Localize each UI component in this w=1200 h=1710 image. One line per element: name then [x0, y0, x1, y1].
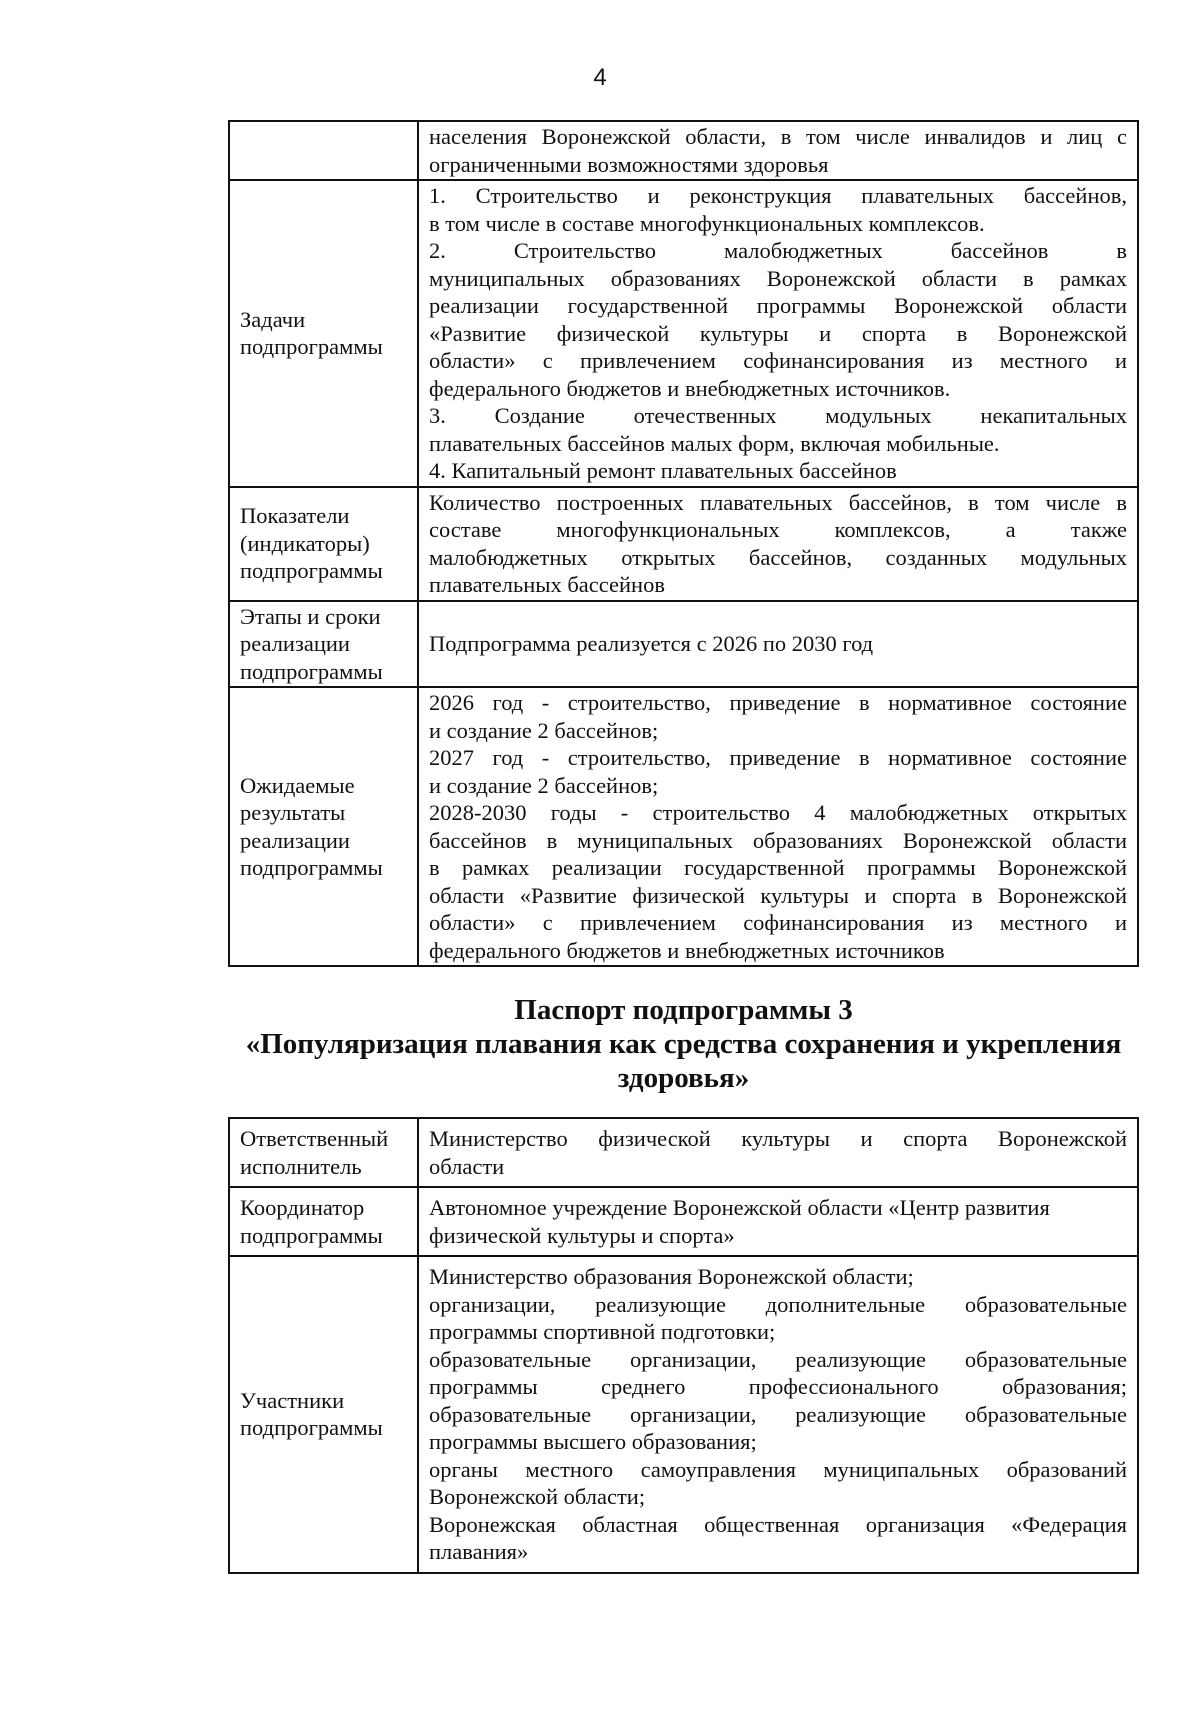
- text-line: Министерство физической культуры и спорта Воронежской: [429, 1126, 1127, 1151]
- text-line: 3. Создание отечественных модульных некапитальных: [429, 403, 1127, 428]
- text-line: плавательных бассейнов малых форм, включая мобильные.: [429, 430, 1000, 456]
- text-line: физической культуры и спорта»: [429, 1222, 735, 1248]
- text-line: области «Развитие физической культуры и спорта в Воронежской: [429, 882, 1127, 908]
- text-line: организации, реализующие дополнительные образовательные: [429, 1291, 1127, 1317]
- row-value: [418, 487, 1138, 601]
- row-value: [418, 687, 1138, 966]
- row-value: [418, 601, 1138, 688]
- text-line: 4. Капитальный ремонт плавательных бассейнов: [429, 458, 897, 483]
- row-label: Показатели (индикаторы) подпрограммы: [229, 487, 418, 601]
- row-label: [229, 121, 418, 180]
- text-line: плавательных бассейнов: [429, 572, 665, 597]
- text-line: органы местного самоуправления муниципальных образований: [429, 1456, 1127, 1482]
- subprogram-3-heading: [228, 993, 1139, 1095]
- text-line: Воронежская областная общественная организация «Федерация: [429, 1511, 1127, 1537]
- text-line: «Развитие физической культуры и спорта в Воронежской: [429, 320, 1127, 346]
- row-value: [418, 180, 1138, 487]
- text-line: 2028-2030 годы - строительство 4 малобюджетных открытых: [429, 800, 1127, 825]
- text-line: плавания»: [429, 1539, 529, 1564]
- table-row: [229, 1118, 1138, 1187]
- text-line: 2026 год - строительство, приведение в нормативное состояние: [429, 690, 1127, 715]
- text-line: бассейнов в муниципальных образованиях Воронежской области: [429, 827, 1127, 853]
- text-line: в том числе в составе многофункциональных комплексов.: [429, 210, 985, 236]
- heading-line: «Популяризация плавания как средства сохранения и укрепления: [245, 1028, 1122, 1060]
- row-label: Ожидаемые результаты реализации подпрограммы: [229, 687, 418, 966]
- text-line: и создание 2 бассейнов;: [429, 772, 659, 798]
- passport-table-subprogram-3: [228, 1117, 1139, 1574]
- text-line: в рамках реализации государственной программы Воронежской: [429, 855, 1127, 880]
- passport-table-subprogram-2: [228, 120, 1139, 967]
- row-value: [418, 1187, 1138, 1256]
- text-line: программы спортивной подготовки;: [429, 1319, 776, 1344]
- text-line: Воронежской области;: [429, 1484, 646, 1509]
- page-number: 4: [593, 64, 607, 91]
- text-line: 1. Строительство и реконструкция плавательных бассейнов,: [429, 183, 1127, 208]
- table-row: [229, 1187, 1138, 1256]
- text-line: населения Воронежской области, в том числе инвалидов и лиц с: [429, 124, 1127, 149]
- text-line: и создание 2 бассейнов;: [429, 717, 659, 743]
- text-line: Количество построенных плавательных бассейнов, в том числе в: [429, 489, 1127, 515]
- row-value: [418, 1118, 1138, 1187]
- heading-line: Паспорт подпрограммы 3: [514, 994, 853, 1026]
- text-line: 2. Строительство малобюджетных бассейнов в: [429, 238, 1127, 263]
- table-row: [229, 1256, 1138, 1573]
- text-line: программы среднего профессионального образования;: [429, 1374, 1127, 1399]
- row-label: Задачи подпрограммы: [229, 180, 418, 487]
- text-line: области» с привлечением софинансирования из местного и: [429, 348, 1127, 373]
- text-line: образовательные организации, реализующие образовательные: [429, 1401, 1127, 1427]
- text-line: Министерство образования Воронежской области;: [429, 1264, 914, 1289]
- row-label: Координатор подпрограммы: [229, 1187, 418, 1256]
- row-label: Этапы и сроки реализации подпрограммы: [229, 601, 418, 688]
- text-line: области: [429, 1153, 505, 1179]
- text-line: реализации государственной программы Воронежской области: [429, 293, 1127, 318]
- text-line: федерального бюджетов и внебюджетных источников.: [429, 375, 951, 401]
- text-line: 2027 год - строительство, приведение в нормативное состояние: [429, 745, 1127, 770]
- table-row: [229, 487, 1138, 601]
- text-line: области» с привлечением софинансирования из местного и: [429, 910, 1127, 935]
- row-label: Ответственный исполнитель: [229, 1118, 418, 1187]
- text-line: составе многофункциональных комплексов, а также: [429, 517, 1127, 542]
- text-line: программы высшего образования;: [429, 1429, 757, 1454]
- row-label: Участники подпрограммы: [229, 1256, 418, 1573]
- row-value: [418, 121, 1138, 180]
- table-row: [229, 121, 1138, 180]
- text-line: муниципальных образованиях Воронежской области в рамках: [429, 265, 1127, 291]
- text-line: малобюджетных открытых бассейнов, созданных модульных: [429, 544, 1127, 570]
- table-row: [229, 687, 1138, 966]
- text-line: Подпрограмма реализуется с 2026 по 2030 год: [429, 631, 874, 656]
- text-line: Автономное учреждение Воронежской области «Центр развития: [429, 1195, 1050, 1220]
- text-line: образовательные организации, реализующие образовательные: [429, 1346, 1127, 1372]
- text-line: ограниченными возможностями здоровья: [429, 151, 829, 177]
- heading-line: здоровья»: [617, 1062, 750, 1094]
- table-row: [229, 601, 1138, 688]
- text-line: федерального бюджетов и внебюджетных источников: [429, 937, 945, 963]
- table-row: [229, 180, 1138, 487]
- row-value: [418, 1256, 1138, 1573]
